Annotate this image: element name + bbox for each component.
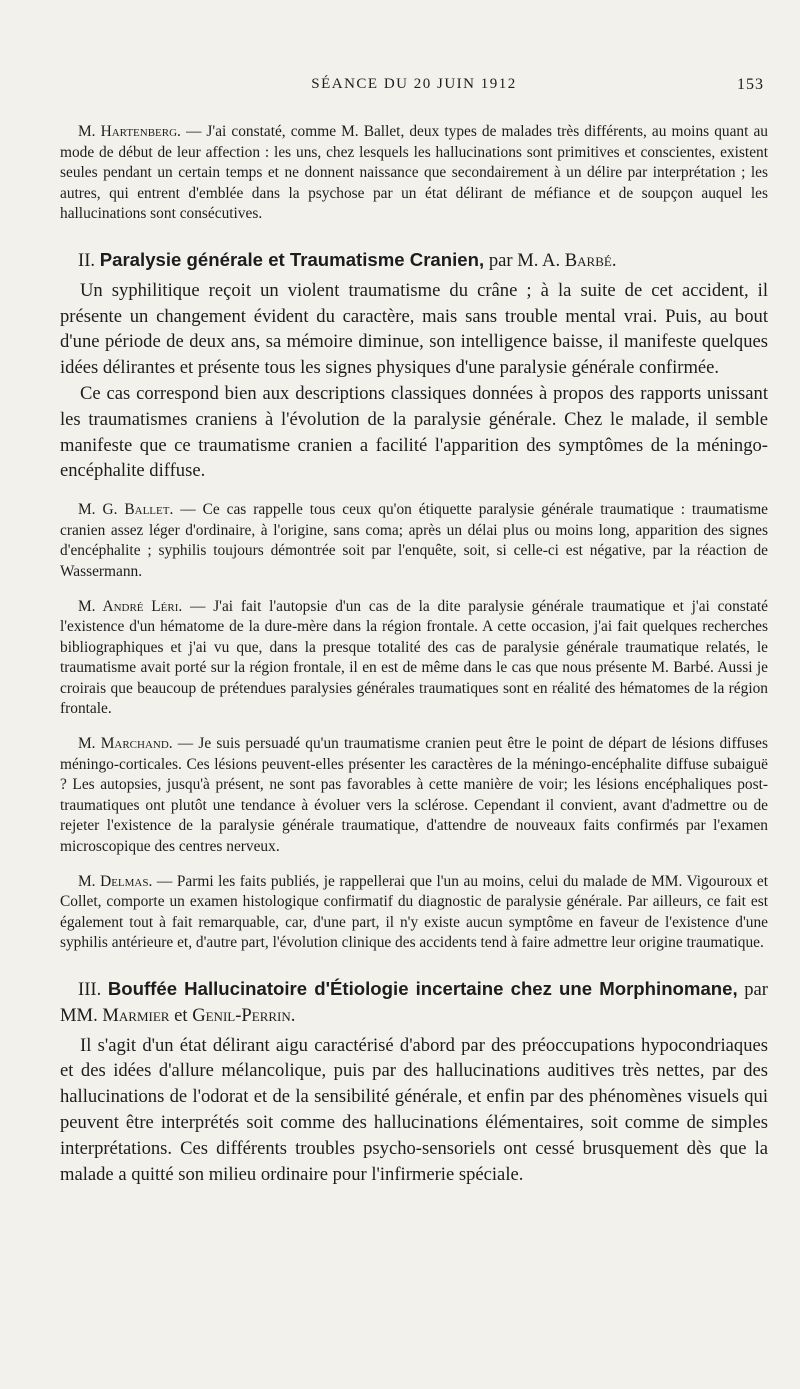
spacer (60, 720, 768, 734)
intro-paragraph (60, 122, 768, 225)
spacer (60, 484, 768, 500)
speaker-name: M. Delmas. (78, 872, 153, 890)
section-heading-2 (60, 247, 768, 274)
running-title: SÉANCE DU 20 JUIN 1912 (311, 76, 517, 92)
page-number: 153 (737, 76, 764, 93)
speaker-name: M. Hartenberg. (78, 123, 181, 140)
running-header (60, 76, 768, 102)
discussion-paragraph (60, 872, 768, 954)
speaker-name: M. Marchand. (78, 735, 173, 753)
body-paragraph: Il s'agit d'un état délirant aigu caractérisé d'abord par des préoccupations hypocondriaques et des idées d'allure mélancolique, puis par des hallucinations auditives très nettes, par des hallucinations de l'odorat et de la sensibilité générale, et enfin par des phénomènes visuels qui peuvent être interprétés soit comme des hallucinations élémentaires, soit comme de simples interprétations. Ces différents troubles psycho-sensoriels ont cessé brusquement dès que la malade a quitté son milieu ordinaire pour l'infirmerie spéciale. (60, 1034, 768, 1185)
section-author: Barbé. (564, 249, 617, 271)
section-author: Marmier (102, 1004, 170, 1026)
discussion-text: — Parmi les faits publiés, je rappellerai que l'un au moins, celui du malade de MM. Vigouroux et Collet, comporte un examen histologique confirmatif du diagnostic de paralysie générale. Par ailleurs, ce fait est également tout à fait remarquable, car, d'une part, il n'y existe aucun symptôme en faveur de l'existence d'une syphilis antérieure et, d'autre part, l'évolution clinique des accidents tend à faire admettre leur origine traumatique. (60, 872, 769, 952)
discussion-text: — Je suis persuadé qu'un traumatisme cranien peut être le point de départ de lésions diffuses méningo-corticales. Ces lésions peuvent-elles présenter les caractères de la méningo-encéphalite diffuse subaiguë ? Les autopsies, jusqu'à présent, ne sont pas favorables à cette manière de voir; les lésions encéphaliques post-traumatiques ont plutôt une tendance à évoluer vers la sclérose. Cependant il convient, avant d'admettre ou de rejeter l'existence de la paralysie générale traumatique, d'attendre de nouveaux faits confirmés par l'examen microscopique des centres nerveux. (60, 735, 768, 856)
discussion-paragraph (60, 597, 768, 721)
discussion-paragraph (60, 500, 768, 582)
discussion-paragraph (60, 734, 768, 858)
intro-block (60, 122, 768, 225)
body-paragraph: Un syphilitique reçoit un violent traumatisme du crâne ; à la suite de cet accident, il présente un changement évident du caractère, mais sans trouble mental vrai. Puis, au bout d'une période de deux ans, sa mémoire diminue, son intelligence baisse, il manifeste quelques idées délirantes et présente tous les signes physiques d'une paralysie générale confirmée. (60, 279, 768, 379)
speaker-name: M. André Léri. (78, 597, 183, 615)
discussion-text: — J'ai fait l'autopsie d'un cas de la dite paralysie générale traumatique et j'ai constaté l'existence d'un hématome de la dure-mère dans la région frontale. A cette occasion, j'ai fait quelques recherches bibliographiques et j'ai vu que, dans la presque totalité des cas de paralysie générale traumatique relatés, le traumatisme avait porté sur la région frontale, il en est de même dans le cas que nous présente M. Barbé. Aussi je croirais que beaucoup de prétendues paralysies générales traumatiques sont en réalité des hématomes de la région frontale. (60, 597, 769, 718)
discussion-block (60, 500, 768, 954)
section-by: par M. A. (484, 249, 565, 271)
section-number: III. (78, 979, 102, 1001)
spacer (60, 583, 768, 597)
body-paragraph: Ce cas correspond bien aux descriptions classiques données à propos des rapports unissant les traumatismes craniens à l'évolution de la paralysie générale. Chez le malade, il semble manifeste que ce traumatisme cranien a facilité l'apparition des symptômes de la méningo-encéphalite diffuse. (60, 382, 768, 482)
section-author: Genil-Perrin. (192, 1004, 296, 1026)
section-title: Paralysie générale et Traumatisme Cranien, (99, 248, 485, 270)
section-by: par MM. (60, 979, 768, 1026)
spacer (60, 858, 768, 872)
discussion-text: — Ce cas rappelle tous ceux qu'on étiquette paralysie générale traumatique : traumatisme cranien assez léger d'ordinaire, à l'origine, sans coma; après un délai plus ou moins long, apparition des signes d'encéphalite ; syphilis toujours démontrée soit par l'enquête, soit, si celle-ci est négative, par la réaction de Wassermann. (60, 501, 768, 580)
section-number: II. (78, 249, 96, 271)
speaker-name: M. G. Ballet. (78, 501, 174, 519)
section-and: et (169, 1004, 193, 1026)
section-title: Bouffée Hallucinatoire d'Étiologie incertaine chez une Morphinomane, (107, 978, 738, 1000)
intro-text: — J'ai constaté, comme M. Ballet, deux types de malades très différents, au moins quant au mode de début de leur affection : les uns, chez lesquels les hallucinations sont primitives et conscientes, existent seules pendant un certain temps et ne donnent naissance que secondairement à un délire par interprétation ; les autres, qui entrent d'emblée dans la psychose par un état délirant de méfiance et de soupçon auquel les hallucinations sont consécutives. (60, 123, 768, 223)
section-heading-3 (60, 976, 768, 1029)
